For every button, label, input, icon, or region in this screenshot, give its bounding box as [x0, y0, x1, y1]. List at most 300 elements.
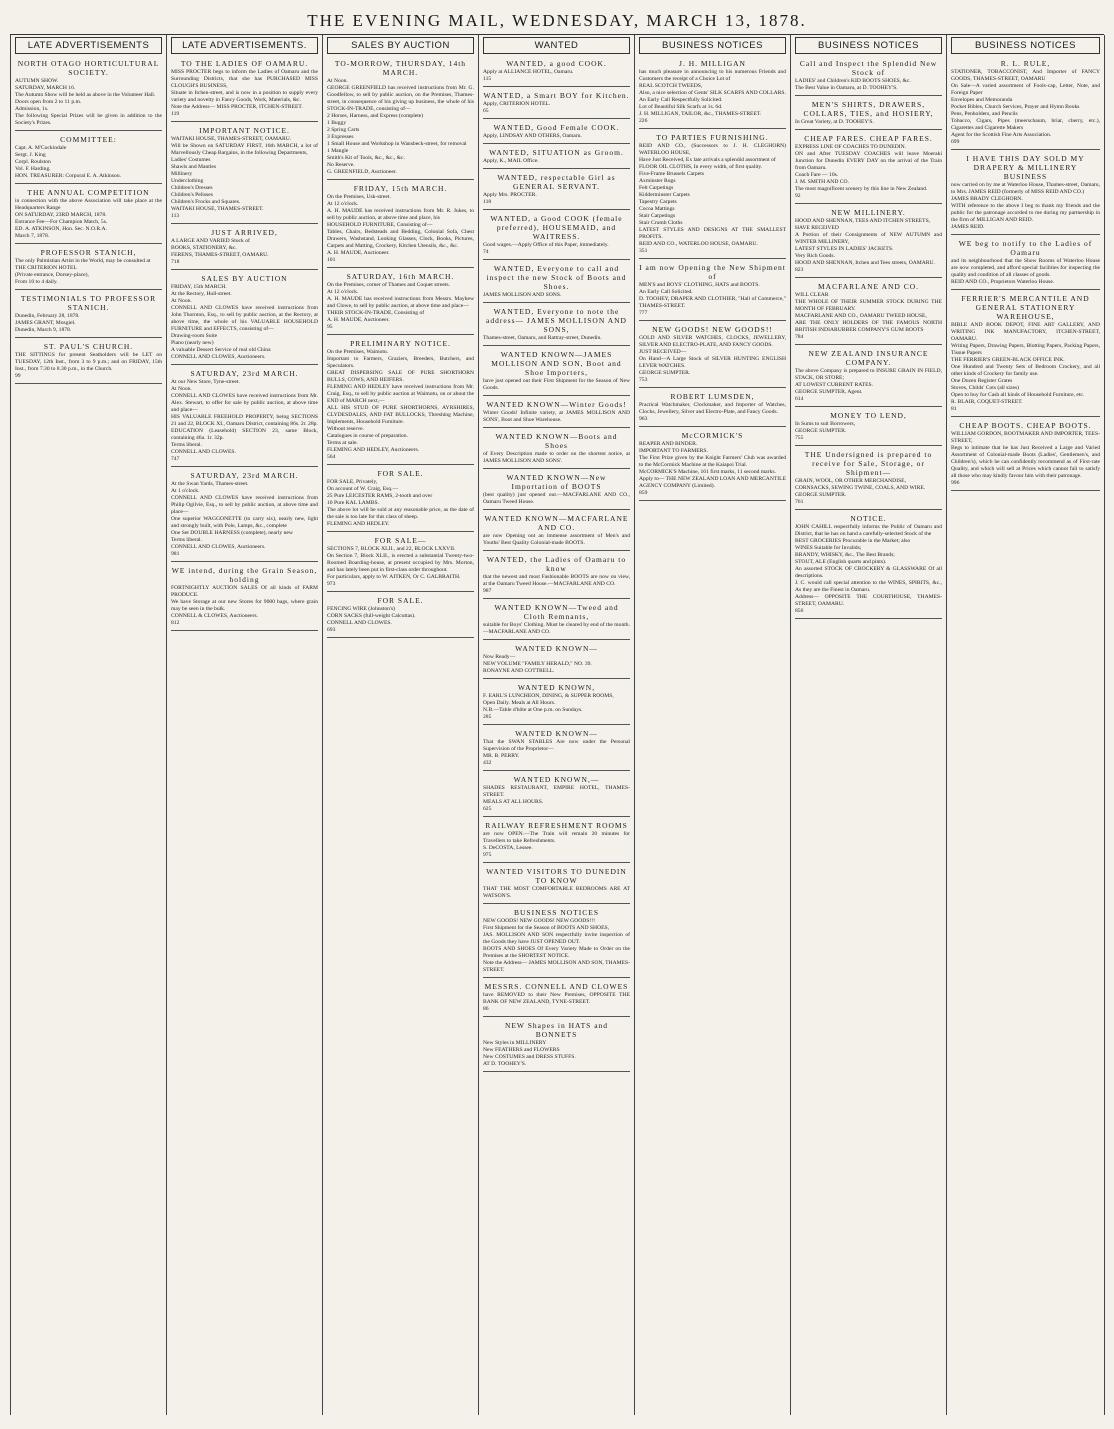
ad-line: Five-Frame Brussels Carpets	[639, 171, 704, 177]
ad-line: March 7, 1878.	[15, 233, 50, 239]
ad-line: From 10 to 4 daily.	[15, 279, 58, 285]
ad-line: MISS PROCTER begs to inform the Ladies of Oamaru and the Surrounding Districts, that she has PURCHASED MISS CLOUGH'S BUSINESS,	[171, 69, 318, 89]
ad-line: IMPORTANT TO FARMERS.	[639, 448, 708, 454]
ad-line: Catalogues in course of preparation.	[327, 433, 408, 439]
ad-line: ALL HIS STUD OF PURE SHORTHORNS, AYRSHIRES, CLYDESDALES, AND FAT BULLOCKS, Threshing Machine, Implements, Household Furniture.	[327, 405, 474, 425]
ad-line: (Private entrance, Dorsey-place),	[15, 272, 89, 278]
ad-line: Terms liberal.	[171, 442, 202, 448]
ad-line: Apply, K., MAIL Office.	[483, 158, 539, 164]
advertisement	[951, 57, 1100, 150]
ad-line: 226	[639, 118, 648, 124]
ad-line: 115	[483, 76, 492, 82]
ad-line: Shawls and Mantles	[171, 164, 217, 170]
ad-line: Will be Shown on SATURDAY FIRST, 16th MARCH, a lot of Marvellously Cheap Bargains, in the following Departments,	[171, 143, 318, 156]
ad-line: 2 Spring Carts	[327, 127, 360, 133]
ad-line: Children's Pelisses	[171, 192, 213, 198]
ad-line: FOR SALE, Privately,	[327, 479, 378, 485]
ad-line: CONNELL AND CLOWES.	[327, 620, 392, 626]
ad-line: SATURDAY, MARCH 16.	[15, 85, 76, 91]
ad-title: CHEAP BOOTS. CHEAP BOOTS.	[959, 421, 1092, 430]
advertisement	[327, 337, 474, 465]
ad-line: Good wages.—Apply Office of this Paper, immediately.	[483, 242, 609, 248]
ad-line: JAMES MOLLISON AND SONS.	[483, 292, 562, 298]
ad-line: An Early Call Solicited.	[639, 289, 693, 295]
column-heading: LATE ADVERTISEMENTS	[15, 37, 162, 54]
ad-line: Writing Papers, Drawing Papers, Blotting Papers, Packing Papers, Tissue Papers	[951, 343, 1100, 356]
ad-line: GEORGE SUMPTER, Agent.	[795, 389, 863, 395]
ad-line: Corpl. Roulston	[15, 159, 51, 165]
ad-line: 25 Pure LEICESTER RAMS, 2-tooth and over	[327, 493, 433, 499]
advertisement	[483, 773, 630, 817]
ad-line: now carried on by me at Waterloo House, Thames-street, Oamaru, to Mrs. JAMES REID (formerly of MISS REID AND CO.)	[951, 182, 1100, 195]
ad-line: LATEST STYLES AND DESIGNS AT THE SMALLEST PROFITS.	[639, 227, 786, 240]
ad-line: Note the Address— MISS PROCTER, ITCHEN-STREET.	[171, 104, 303, 110]
ad-line: CONNELL AND CLOWES.	[171, 449, 236, 455]
ad-line: A valuable Dessert Service of real old China	[171, 347, 271, 353]
ad-line: Children's Dresses	[171, 185, 213, 191]
ad-line: Open Daily. Meals at All Hours.	[483, 700, 556, 706]
ad-line: S. DeCOSTA, Lessee.	[483, 845, 533, 851]
ad-line: Thames-street, Oamaru, and Rattray-street, Dunedin.	[483, 335, 602, 341]
ad-line: 99	[15, 373, 21, 379]
ad-line: Capt. A. M'Cockindale	[15, 145, 67, 151]
ad-title: WANTED KNOWN—JAMES MOLLISON AND SON, Boot and Shoe Importers,	[491, 350, 622, 377]
advertisement	[483, 430, 630, 469]
ad-line: Stoves, Childs' Cots (all sizes)	[951, 385, 1019, 391]
ad-line: On Hand—A Large Stock of SILVER HUNTING ENGLISH LEVER WATCHES.	[639, 356, 786, 369]
ad-line: BOOKS, STATIONERY, &c.	[171, 245, 237, 251]
column-4	[479, 35, 635, 1415]
ad-line: On Section 7, Block XLII., is erected a substantial Twenty-two-Roomed Boarding-house, at present occupied by Mrs. Morton, and has lately been put in first-class order throughout.	[327, 553, 474, 573]
ad-title: WANTED, a Smart BOY for Kitchen.	[483, 91, 630, 100]
ad-line: has much pleasure in announcing to his numerous Friends and Customers the receipt of a Choice Lot of	[639, 69, 786, 82]
advertisement	[483, 553, 630, 599]
ad-line: FLEMING AND HEDLEY have received instructions from Mr. Craig, Esq., to sell by public auction at Waimotu, on or about the END of MARCH next,—	[327, 384, 474, 404]
ad-line: Begs to intimate that he has Just Received a Large and Varied Assortment of Colonial-made Boots (Ladies', Gentlemen's, and Children's), which he can confidently recommend as of First-rate Quality, and which will sell at Prices which cannot fail to satisfy all those who may kindly favour him with their patronage.	[951, 445, 1100, 479]
ad-line: are now OPEN.—The Train will remain 20 minutes for Travellers to take Refreshments.	[483, 831, 630, 844]
ad-title: TO-MORROW, THURSDAY, 14th MARCH.	[334, 59, 467, 77]
ad-line: FLOOR OIL CLOTHS, In every width, of first quality.	[639, 164, 763, 170]
advertisement	[795, 409, 942, 446]
advertisement	[327, 182, 474, 268]
ad-line: SECTIONS 7, BLOCK XLII., and 22, BLOCK LXXVII.	[327, 546, 456, 552]
ad-line: (best quality) just opened out.—MACFARLANE AND CO., Oamaru Tweed House.	[483, 492, 630, 505]
ad-title: WANTED, Everyone to call and inspect the new Stock of Boots and Shoes.	[486, 264, 627, 291]
ad-line: The above Company is prepared to INSURE GRAIN IN FIELD, STACK, OR STORE;	[795, 368, 942, 381]
ad-line: ARE THE ONLY HOLDERS OF THE FAMOUS NORTH BRITISH INDIARUBBER COMPANY'S GUM BOOTS	[795, 320, 942, 333]
ad-line: Felt Carpetings	[639, 185, 674, 191]
ad-line: On the Premises, Waimotu.	[327, 349, 389, 355]
ad-line: Underclothing	[171, 178, 204, 184]
ad-line: THAT THE MOST COMFORTABLE BEDROOMS ARE AT WATSON'S.	[483, 886, 630, 899]
ad-line: have just opened out their First Shipment for the Season of New Goods.	[483, 378, 630, 391]
ad-line: Piano (nearly new)	[171, 340, 214, 346]
advertisement	[483, 89, 630, 119]
ad-line: At the Swan Yards, Thames-street.	[171, 481, 249, 487]
ad-title: NOTICE.	[850, 514, 887, 523]
ad-title: TESTIMONIALS TO PROFESSOR STANICH.	[20, 294, 157, 312]
advertisement	[639, 131, 786, 259]
ad-line: THE CRITERION HOTEL	[15, 265, 77, 271]
advertisement	[483, 398, 630, 428]
column-1	[11, 35, 167, 1415]
ad-line: Stair Carpetings	[639, 213, 676, 219]
ad-line: GEORGE SUMPTER.	[639, 370, 691, 376]
ad-line: 812	[171, 620, 180, 626]
ad-line: 74	[483, 249, 489, 255]
ad-line: Apply to— THE NEW ZEALAND LOAN AND MERCANTILE AGENCY COMPANY (Limited).	[639, 476, 786, 489]
ad-line: CONNELL AND CLOWES have received instructions from John Thornton, Esq., to sell by public auction, at the Rectory, at above time, the whole of his VALUABLE HOUSEHOLD FURNITURE and EFFECTS, consisting of—	[171, 305, 318, 332]
ad-title: JUST ARRIVED,	[211, 228, 278, 237]
advertisement	[795, 448, 942, 510]
ad-line: 963	[639, 416, 648, 422]
ad-line: HOOD AND SHENNAN, TEES AND ITCHEN STREETS,	[795, 218, 931, 224]
ad-title: THE ANNUAL COMPETITION	[27, 188, 150, 197]
advertisement	[15, 186, 162, 244]
ad-line: 564	[327, 454, 336, 460]
advertisement	[15, 57, 162, 131]
advertisement	[171, 226, 318, 270]
advertisement	[795, 280, 942, 345]
ad-title: FOR SALE.	[377, 596, 424, 605]
ad-line: Dunedin, February 28, 1878.	[15, 313, 80, 319]
ad-line: FLEMING AND HEDLEY, Auctioneers.	[327, 447, 420, 453]
ad-line: 285	[483, 714, 492, 720]
ad-line: JAMES BRADY CLEGHORN.	[951, 196, 1023, 202]
ad-title: FERRIER'S MERCANTILE AND GENERAL STATIONERY WAREHOUSE,	[961, 294, 1090, 321]
ad-line: Envelopes and Memoranda	[951, 97, 1013, 103]
ad-line: Ladies' Costumes	[171, 157, 211, 163]
ad-line: A. H. MAUDE has received instructions from Mr. R. Jukes, to sell by public auction, at above time and place, his	[327, 208, 474, 221]
advertisement	[327, 270, 474, 335]
ad-line: CONNELL AND CLOWES have received instructions from Mr. Alex. Stewart, to offer for sale by public auction, at above time and place—	[171, 393, 318, 413]
ad-line: 119	[171, 111, 180, 117]
ad-line: CORNSACKS, SEWING TWINE, COALS, AND WIRE.	[795, 485, 926, 491]
ad-line: CONNELL AND CLOWES, Auctioneers.	[171, 544, 266, 550]
ad-line: 753	[639, 377, 648, 383]
ad-line: 747	[171, 456, 180, 462]
ad-title: PRELIMINARY NOTICE.	[350, 339, 451, 348]
column-7	[947, 35, 1105, 1415]
advertisement	[15, 133, 162, 184]
ad-line: 118	[483, 199, 492, 205]
advertisement	[639, 429, 786, 501]
ad-line: HIS VALUABLE FREEHOLD PROPERTY, being SECTIONS 21 and 22, BLOCK XI., Oamaru District, containing 86s. 2r. 28p.	[171, 414, 318, 427]
advertisement	[483, 601, 630, 640]
advertisement	[483, 57, 630, 87]
ad-line: GOLD AND SILVER WATCHES, CLOCKS, JEWELLERY, SILVER AND ELECTRO-PLATE, AND FANCY GOODS.	[639, 335, 786, 348]
advertisement	[795, 98, 942, 130]
ad-title: MACFARLANE AND CO.	[818, 282, 919, 291]
ad-line: On Sale—A varied assortment of Fools-cap, Letter, Note, and Foreign Paper	[951, 83, 1100, 96]
ad-title: FOR SALE—	[374, 536, 427, 545]
ad-line: Practical Watchmaker, Clockmaker, and Importer of Watches, Clocks, Jewellery, Silver and Electro-Plate, and Fancy Goods.	[639, 402, 786, 415]
ad-line: A Portion of their Consignments of NEW AUTUMN and WINTER MILLINERY,	[795, 232, 942, 245]
ad-line: 614	[795, 396, 804, 402]
column-5	[635, 35, 791, 1415]
ad-title: BUSINESS NOTICES	[514, 908, 599, 917]
column-heading: LATE ADVERTISEMENTS.	[171, 37, 318, 54]
ad-line: At the Rectory, Hull-street.	[171, 291, 232, 297]
ad-line: BIBLE AND BOOK DEPOT, FINE ART GALLERY, AND WRITING INK MANUFACTORY, ITCHEN-STREET, OAMARU.	[951, 322, 1100, 342]
ad-line: ON SATURDAY, 23RD MARCH, 1878.	[15, 212, 107, 218]
ad-line: AUTUMN SHOW.	[15, 78, 59, 84]
ad-title: WANTED, Good Female COOK.	[493, 123, 620, 132]
advertisement	[483, 212, 630, 260]
ad-line: REID AND CO., WATERLOO HOUSE, OAMARU.	[639, 241, 758, 247]
ad-line: Coach Fare — 10s.	[795, 172, 839, 178]
ad-line: 755	[795, 435, 804, 441]
ad-title: SATURDAY, 16th MARCH.	[346, 272, 455, 281]
ad-line: An Early Call Respectfully Solicited.	[639, 97, 723, 103]
ad-line: THEIR STOCK-IN-TRADE, Consisting of	[327, 310, 425, 316]
advertisement	[171, 564, 318, 631]
ad-line: Without reserve.	[327, 426, 365, 432]
ad-line: CORN SACKS (full-weight Calcuttas).	[327, 613, 416, 619]
ad-line: FRIDAY, 15th MARCH.	[171, 284, 227, 290]
advertisement	[327, 57, 474, 180]
ad-line: 784	[795, 334, 804, 340]
advertisement	[483, 121, 630, 144]
ad-title: THE Undersigned is prepared to receive for Sale, Storage, or Shipment—	[804, 450, 933, 477]
ad-line: FLEMING AND HEDLEY.	[327, 521, 390, 527]
ad-line: One Hundred and Twenty Sets of Bedroom Crockery, and all other kinds of Crockery for family use.	[951, 364, 1100, 377]
ad-line: 113	[171, 213, 180, 219]
ad-line: REAPER AND BINDER.	[639, 441, 698, 447]
ad-title: WANTED, Everyone to note the address— JAMES MOLLISON AND SONS,	[486, 307, 627, 334]
ad-title: NORTH OTAGO HORTICULTURAL SOCIETY.	[17, 59, 160, 77]
ad-line: The above lot will be sold at any reasonable price, as the date of the sale is too late for this class of sheep.	[327, 507, 474, 520]
ad-line: The most magnificent scenery by this line in New Zealand.	[795, 186, 928, 192]
ad-line: One Dozen Register Grates	[951, 378, 1013, 384]
ad-line: in connection with the above Association will take place at the Headquarters Range	[15, 198, 162, 211]
ad-line: 81	[951, 406, 957, 412]
column-3	[323, 35, 479, 1415]
ad-line: Millinery	[171, 171, 193, 177]
ad-line: The only Palmistian Artist in the World, may be consulted at	[15, 258, 151, 264]
ad-line: WILL CLEAR	[795, 292, 829, 298]
ad-line: Vol. F. Harding.	[15, 166, 51, 172]
ad-title: WANTED KNOWN—Boots and Shoes	[495, 432, 618, 450]
ad-line: On the Premises, Usk-street.	[327, 194, 391, 200]
ad-line: Doors open from 2 to 11 p.m.	[15, 99, 82, 105]
advertisement	[639, 323, 786, 388]
ad-line: A. H. MAUDE, Auctioneer.	[327, 250, 390, 256]
ad-line: Terms at sale.	[327, 440, 358, 446]
ad-line: AT D. TOOHEY'S.	[483, 1061, 527, 1067]
ad-line: MEALS AT ALL HOURS.	[483, 799, 544, 805]
ad-line: GEORGE SUMPTER.	[795, 492, 847, 498]
ad-line: 625	[483, 806, 492, 812]
ad-title: TO PARTIES FURNISHING.	[656, 133, 769, 142]
ad-title: R. L. RULE,	[1000, 59, 1051, 68]
ad-line: CONNELL AND CLOWES have received instructions from Philip Ogilvie, Esq., to sell by public auction, at above time and place—	[171, 495, 318, 515]
ad-line: BEST GROCERIES Procurable in the Market; also	[795, 538, 911, 544]
ad-line: NEW GOODS! NEW GOODS! NEW GOODS!!!	[483, 918, 596, 924]
ad-line: 1 Buggy	[327, 120, 347, 126]
advertisement	[639, 261, 786, 321]
advertisement	[639, 57, 786, 129]
ad-line: AT LOWEST CURRENT RATES.	[795, 382, 874, 388]
ad-title: MESSRS. CONNELL AND CLOWES	[484, 982, 629, 991]
advertisement	[171, 124, 318, 224]
ad-line: Entrance Fee—For Champion Match, 5s.	[15, 219, 108, 225]
ad-title: WANTED KNOWN—New Importation of BOOTS	[506, 473, 607, 491]
ad-line: At our New Store, Tyne-street.	[171, 379, 240, 385]
ad-line: JOHN CAHILL respectfully informs the Public of Oamaru and District, that he has on hand a carefully-selected Stock of the	[795, 524, 942, 537]
ad-title: NEW Shapes in HATS and BONNETS	[504, 1021, 609, 1039]
ad-line: Apply at ALLIANCE HOTEL, Oamaru.	[483, 69, 574, 75]
ad-title: SALES BY AUCTION	[201, 274, 288, 283]
ad-line: The Best Value in Oamaru, at D. TOOHEY'S.	[795, 85, 898, 91]
ad-line: Note the Address— JAMES MOLLISON AND SON, THAMES-STREET.	[483, 960, 630, 973]
ad-line: JAS. MOLLISON AND SON respectfully invite inspection of the Goods they have JUST OPENED OUT.	[483, 932, 630, 945]
advertisement	[483, 262, 630, 303]
ad-line: Tobacco, Cigars, Pipes (meerschaum, briar, cherry, etc.), Cigarettes and Cigarette Makers	[951, 118, 1100, 131]
ad-line: J. H. MILLIGAN, TAILOR, &c., THAMES-STREET.	[639, 111, 762, 117]
ad-title: WE intend, during the Grain Season, holding	[171, 566, 318, 584]
ad-line: JUST RECEIVED—	[639, 349, 687, 355]
ad-title: SATURDAY, 23rd MARCH.	[190, 369, 299, 378]
ad-line: 975	[483, 852, 492, 858]
ad-line: FERENS, THAMES-STREET, OAMARU.	[171, 252, 269, 258]
ad-title: RAILWAY REFRESHMENT ROOMS	[485, 821, 628, 830]
ad-title: WANTED KNOWN,	[517, 683, 596, 692]
ad-line: HOUSEHOLD FURNITURE, Consisting of—	[327, 222, 433, 228]
ad-title: WANTED KNOWN—Tweed and Cloth Remnants,	[494, 603, 619, 621]
ad-line: Smith's Kit of Tools, &c., &c., &c.	[327, 155, 405, 161]
ad-line: Agent for the Scottish Fine Arts Association.	[951, 132, 1052, 138]
ad-line: GREAT DISPERSING SALE OF PURE SHORTHORN BULLS, COWS, AND HEIFERS.	[327, 370, 474, 383]
ad-line: GEORGE SUMPTER.	[795, 428, 847, 434]
ad-line: McCORMICK'S Machine, 161 first marks, 11 second marks.	[639, 469, 776, 475]
ad-line: SHADES RESTAURANT, EMPIRE HOTEL, THAMES-STREET.	[483, 785, 630, 798]
ad-line: For particulars, apply to W. AITKEN, Or C. GALBRAITH.	[327, 574, 461, 580]
ad-line: WAITAKI HOUSE, THAMES-STREET, OAMARU.	[171, 136, 292, 142]
ad-line: of Every Description made to order on the shortest notice, at JAMES MOLLISON AND SONS'.	[483, 451, 630, 464]
ad-line: Axminster Rugs	[639, 178, 676, 184]
advertisement	[483, 146, 630, 169]
ad-line: New FEATHERS and FLOWERS	[483, 1047, 560, 1053]
ad-line: 856	[795, 608, 804, 614]
ad-line: 718	[171, 259, 180, 265]
ad-line: J. C. would call special attention to the WINES, SPIRITS, &c., As they are the Finest in Oamaru.	[795, 580, 942, 593]
advertisement	[483, 171, 630, 210]
ad-line: 432	[483, 760, 492, 766]
ad-title: WANTED, the Ladies of Oamaru to know	[486, 555, 627, 573]
advertisement	[483, 980, 630, 1017]
ad-line: At Noon.	[171, 298, 192, 304]
column-heading: BUSINESS NOTICES	[951, 37, 1100, 54]
ad-line: Stair Crumb Cloths	[639, 220, 683, 226]
ad-line: 859	[639, 490, 648, 496]
ad-line: are now Opening out an immense assortment of Men's and Youths' Best Quality Colonial-made BOOTS.	[483, 533, 630, 546]
ad-line: D. TOOHEY, DRAPER AND CLOTHIER, "Hall of Commerce," THAMES-STREET.	[639, 296, 786, 309]
ad-line: HON. TREASURER: Corporal E. A. Atkinson.	[15, 173, 122, 179]
ad-line: REID AND CO., Proprietors Waterloo House.	[951, 279, 1055, 285]
ad-line: 86	[483, 1006, 489, 1012]
masthead: THE EVENING MAIL, WEDNESDAY, MARCH 13, 1878.	[10, 8, 1104, 35]
ad-line: LATEST STYLES IN LADIES' JACKETS.	[795, 246, 894, 252]
ad-line: THE SITTINGS for present Seatholders will be LET on TUESDAY, 12th Inst., from 3 to 9 p.m.; and on FRIDAY, 15th Inst., from 7.30 to 8.30 p.m., in the Church.	[15, 352, 162, 372]
advertisement	[327, 594, 474, 638]
ad-line: At Noon.	[327, 78, 348, 84]
ad-title: WANTED, respectable Girl as GENERAL SERVANT.	[497, 173, 616, 191]
column-heading: WANTED	[483, 37, 630, 54]
ad-line: Drawing-room Suite	[171, 333, 218, 339]
ad-title: MEN'S SHIRTS, DRAWERS, COLLARS, TIES, and HOSIERY,	[803, 100, 934, 118]
ad-line: FORTNIGHTLY AUCTION SALES Of all kinds of FARM PRODUCE.	[171, 585, 318, 598]
ad-line: 823	[795, 267, 804, 273]
column-6	[791, 35, 947, 1415]
ad-title: WANTED KNOWN—	[515, 729, 598, 738]
ad-line: At Noon.	[171, 386, 192, 392]
ad-line: 351	[639, 248, 648, 254]
advertisement	[483, 865, 630, 904]
ad-line: 973	[327, 581, 336, 587]
ad-title: WANTED KNOWN,—	[513, 775, 600, 784]
ad-line: The First Prize given by the Knight Farmers' Club was awarded to the McCormick Machine at the Kaiapoi Trial.	[639, 455, 786, 468]
ad-line: In Great Variety, at D. TOOHEY'S.	[795, 119, 874, 125]
ad-line: 1 Small House and Workshop in Wansbeck-street, for removal	[327, 141, 467, 147]
advertisement	[483, 305, 630, 346]
ad-line: One Set DOUBLE HARNESS (complete), nearly new	[171, 530, 293, 536]
ad-title: WE beg to notify to the Ladies of Oamaru	[958, 239, 1093, 257]
ad-title: PROFESSOR STANICH,	[40, 248, 137, 257]
ad-line: Tapestry Carpets	[639, 199, 677, 205]
ad-title: WANTED KNOWN—MACFARLANE AND CO.	[484, 514, 629, 532]
ad-line: 92	[795, 193, 801, 199]
ad-line: Tables, Chairs, Bedsteads and Bedding, Colonial Sofa, Chest Drawers, Washstand, Looking Glasses, Clock, Books, Pictures, Carpets and Matting, Crockery, Kitchen Utensils, &c., &c.	[327, 229, 474, 249]
ad-line: CONNELL AND CLOWES, Auctioneers.	[171, 354, 266, 360]
ad-line: The following Special Prizes will be given in addition to the Society's Prizes.	[15, 113, 162, 126]
ad-title: I HAVE THIS DAY SOLD MY DRAPERY & MILLINERY BUSINESS	[966, 154, 1085, 181]
ad-line: Children's Frocks and Squares.	[171, 199, 241, 205]
ad-title: WANTED KNOWN—Winter Goods!	[486, 400, 627, 409]
ad-line: Pens, Penholders, and Pencils	[951, 111, 1018, 117]
ad-line: 10 Pure KAL LAMBS.	[327, 500, 380, 506]
ad-line: Have Just Received, Ex late arrivals a splendid assortment of	[639, 157, 776, 163]
ad-line: Important to Farmers, Graziers, Breeders, Butchers, and Speculators.	[327, 356, 474, 369]
ad-line: First Shipment for the Season of BOOTS AND SHOES,	[483, 925, 610, 931]
ad-line: 65	[483, 108, 489, 114]
advertisement	[15, 292, 162, 338]
ad-line: Lot of Beautiful Silk Scarfs at 1s. 6d.	[639, 104, 723, 110]
ad-line: 3 Expresses	[327, 134, 354, 140]
ad-line: MEN'S and BOYS' CLOTHING, HATS and BOOTS.	[639, 282, 760, 288]
ad-line: STOUT, ALE (English quarts and pints).	[795, 559, 887, 565]
ad-line: JAMES REID.	[951, 224, 985, 230]
ad-title: McCORMICK'S	[681, 431, 744, 440]
ad-line: Apply, CRITERION HOTEL.	[483, 101, 551, 107]
ad-line: 101	[327, 257, 336, 263]
advertisement	[951, 419, 1100, 491]
advertisement	[483, 906, 630, 978]
ad-line: 996	[951, 480, 960, 486]
ad-line: ED. A. ATKINSON, Hon. Sec. N.O.R.A.	[15, 226, 107, 232]
ad-line: Winter Goods! Infinite variety, at JAMES MOLLISON AND SONS', Boot and Shoe Warehouse.	[483, 410, 630, 423]
ad-line: NEW VOLUME "FAMILY HERALD," NO. 39.	[483, 661, 592, 667]
ad-line: At 1 o'clock.	[171, 488, 200, 494]
ad-line: 2 Horses, Harness, and Express (complete)	[327, 113, 424, 119]
ad-line: RONAYNE AND COTTRELL.	[483, 668, 555, 674]
ad-line: Kidderminster Carpets	[639, 192, 690, 198]
ad-title: WANTED, a good COOK.	[506, 59, 607, 68]
ad-title: ST. PAUL'S CHURCH.	[43, 342, 134, 351]
advertisement	[951, 292, 1100, 417]
ad-line: At 12 o'clock.	[327, 289, 359, 295]
ad-title: WANTED KNOWN—	[515, 644, 598, 653]
